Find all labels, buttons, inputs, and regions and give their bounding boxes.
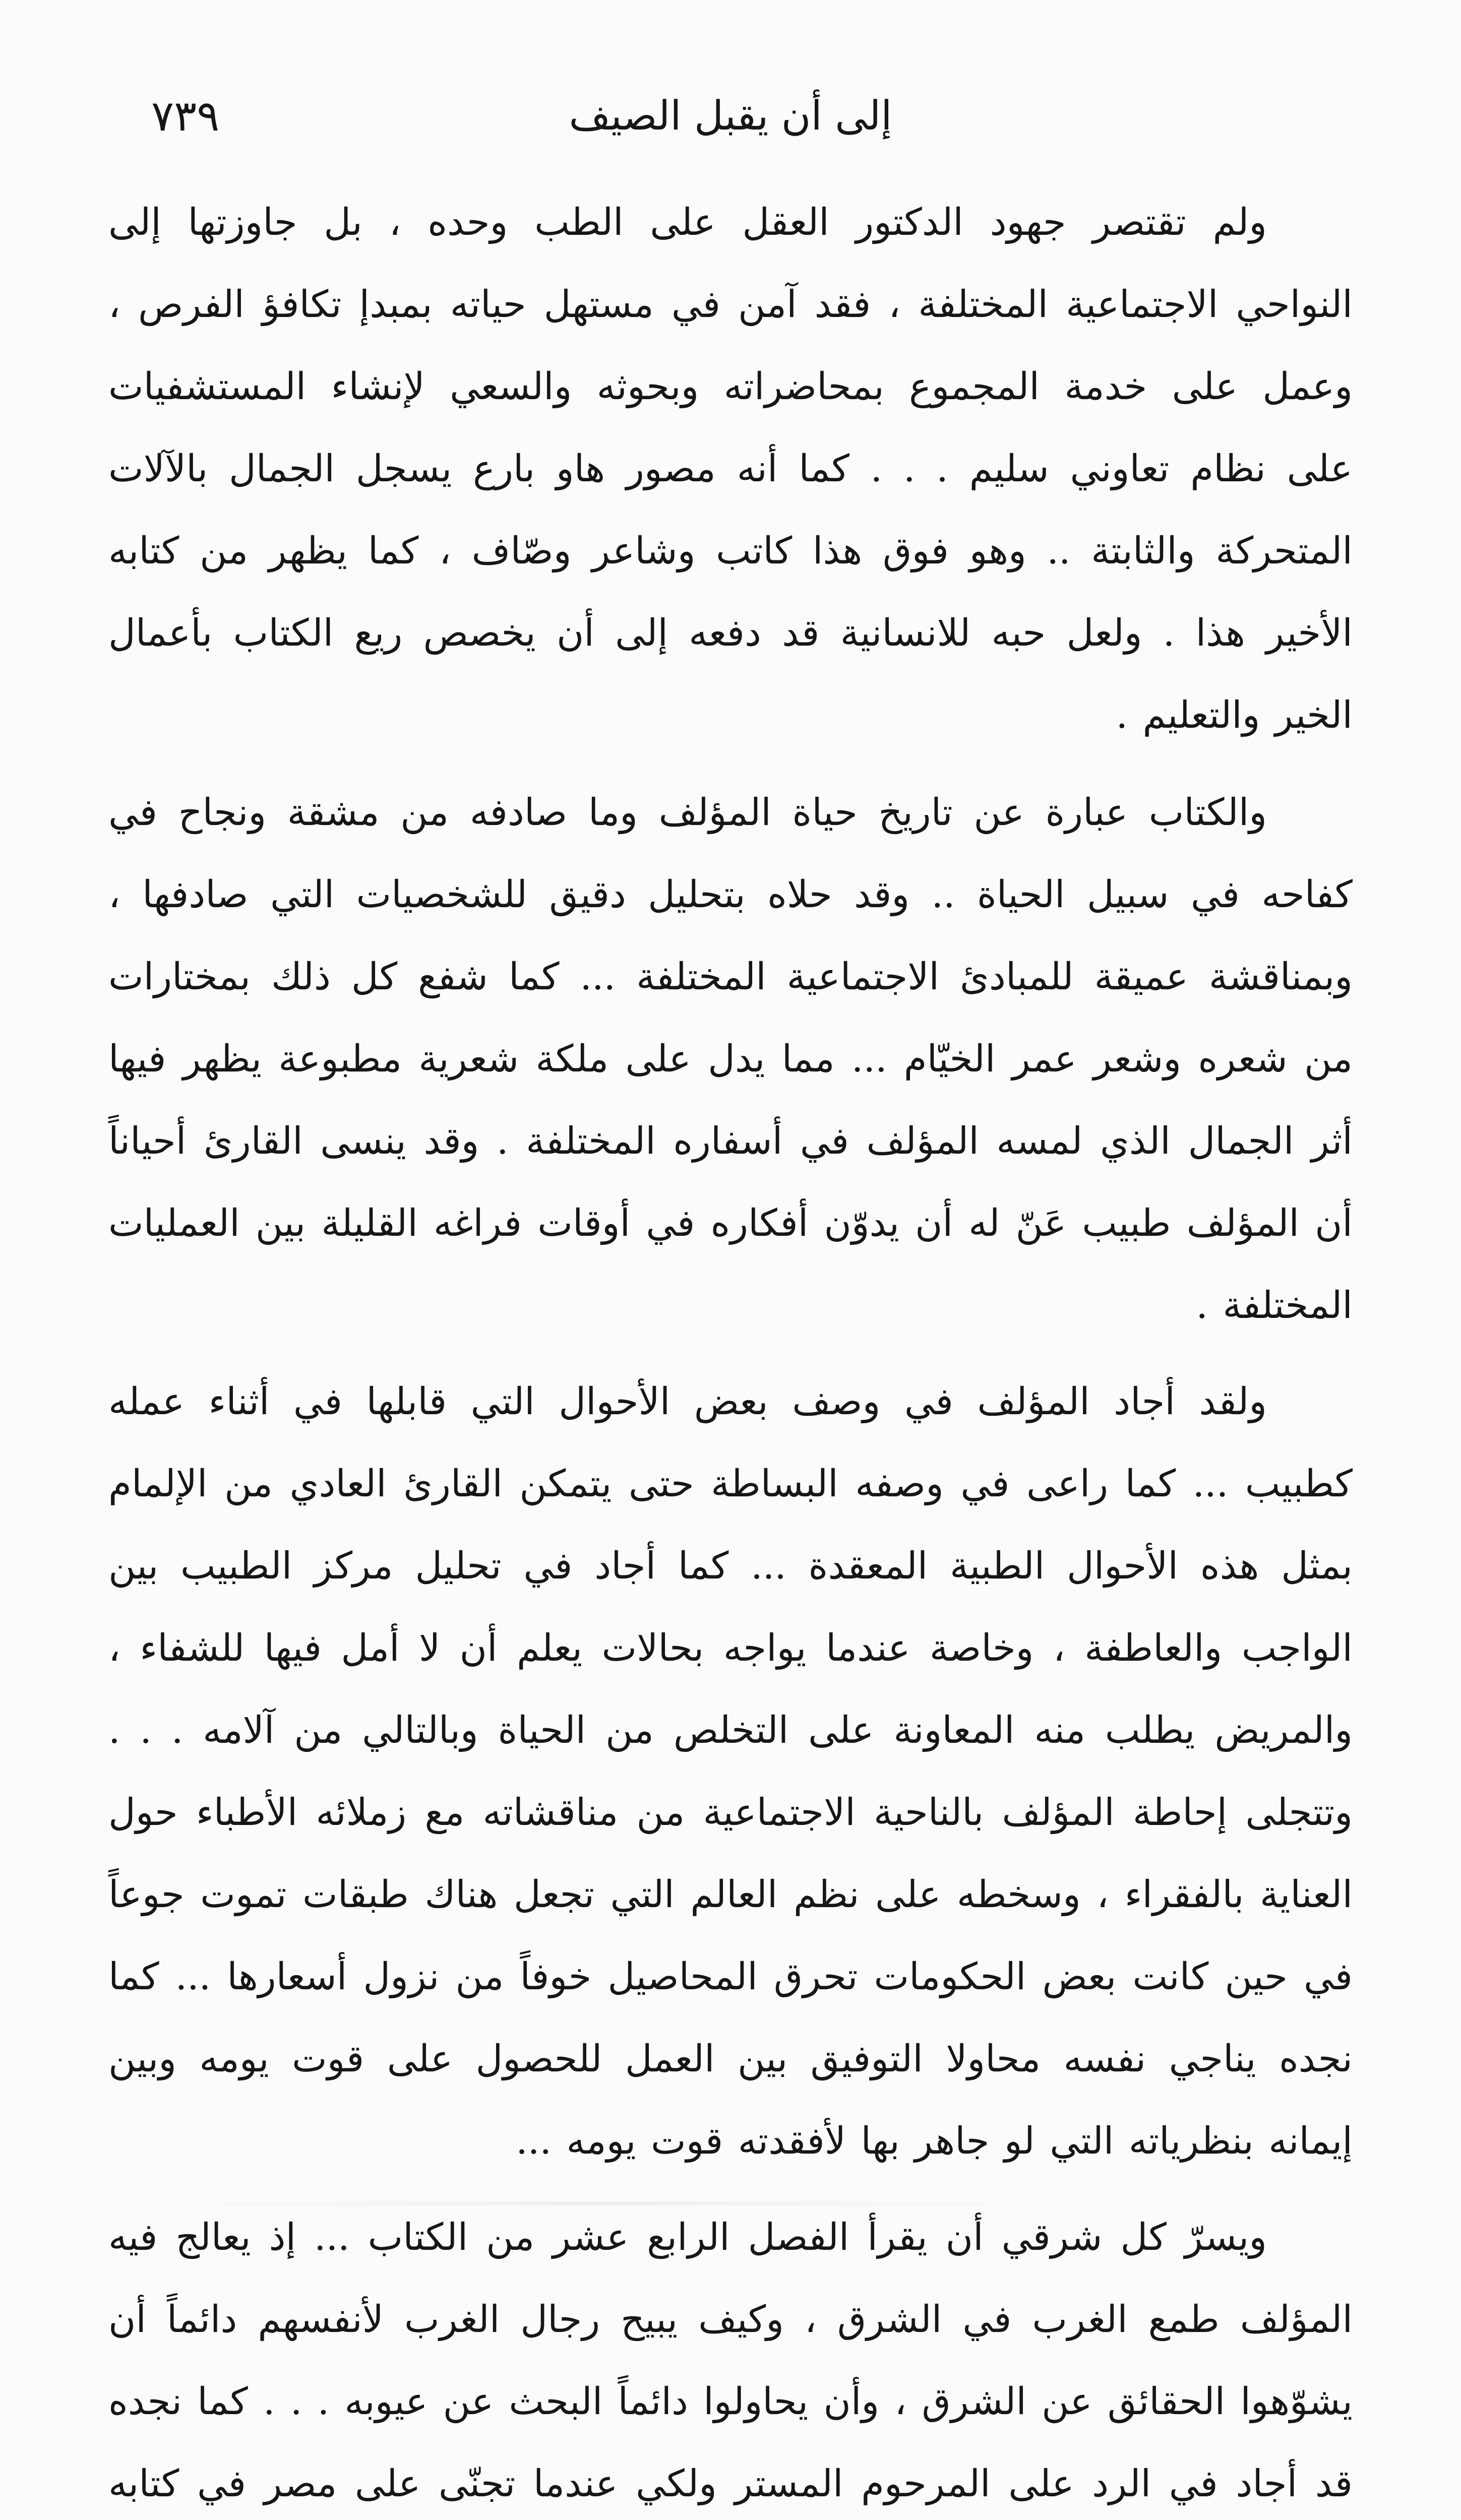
scan-smudge [131,2201,1078,2206]
body-text [108,181,1353,2520]
paragraph: والكتاب عبارة عن تاريخ حياة المؤلف وما صادفه من مشقة ونجاح في كفاحه في سبيل الحياة .. وقد حلاه بتحليل دقيق للشخصيات التي صادفها ، وبمناقشة عميقة للمبادئ الاجتماعية المختلفة ... كما شفع كل ذلك بمختارات من شعره وشعر عمر الخيّام ... مما يدل على ملكة شعرية مطبوعة يظهر فيها أثر الجمال الذي لمسه المؤلف في أسفاره المختلفة . وقد ينسى القارئ أحياناً أن المؤلف طبيب عَنّ له أن يدوّن أفكاره في أوقات فراغه القليلة بين العمليات المختلفة . [108,791,1353,1327]
running-title: إلى أن يقبل الصيف [569,92,892,139]
running-head [116,86,1345,151]
paragraph: ولقد أجاد المؤلف في وصف بعض الأحوال التي قابلها في أثناء عمله كطبيب ... كما راعى في وصفه البساطة حتى يتمكن القارئ العادي من الإلمام بمثل هذه الأحوال الطبية المعقدة ... كما أجاد في تحليل مركز الطبيب بين الواجب والعاطفة ، وخاصة عندما يواجه بحالات يعلم أن لا أمل فيها للشفاء ، والمريض يطلب منه المعاونة على التخلص من الحياة وبالتالي من آلامه . . . وتتجلى إحاطة المؤلف بالناحية الاجتماعية من مناقشاته مع زملائه الأطباء حول العناية بالفقراء ، وسخطه على نظم العالم التي تجعل هناك طبقات تموت جوعاً في حين كانت بعض الحكومات تحرق المحاصيل خوفاً من نزول أسعارها ... كما نجده يناجي نفسه محاولا التوفيق بين العمل للحصول على قوت يومه وبين إيمانه بنظرياته التي لو جاهر بها لأفقدته قوت يومه ... [108,1380,1353,2163]
paragraph: ويسرّ كل شرقي أن يقرأ الفصل الرابع عشر من الكتاب ... إذ يعالج فيه المؤلف طمع الغرب في الشرق ، وكيف يبيح رجال الغرب لأنفسهم دائماً أن يشوّهوا الحقائق عن الشرق ، وأن يحاولوا دائماً البحث عن عيوبه . . . كما نجده قد أجاد في الرد على المرحوم المستر ولكي عندما تجنّى على مصر في كتابه [108,2216,1353,2505]
page-number: ٧٣٩ [151,91,220,141]
paragraph: ولم تقتصر جهود الدكتور العقل على الطب وحده ، بل جاوزتها إلى النواحي الاجتماعية المختلفة ، فقد آمن في مستهل حياته بمبدإ تكافؤ الفرص ، وعمل على خدمة المجموع بمحاضراته وبحوثه والسعي لإنشاء المستشفيات على نظام تعاوني سليم . . . كما أنه مصور هاو بارع يسجل الجمال بالآلات المتحركة والثابتة .. وهو فوق هذا كاتب وشاعر وصّاف ، كما يظهر من كتابه الأخير هذا . ولعل حبه للانسانية قد دفعه إلى أن يخصص ريع الكتاب بأعمال الخير والتعليم . [108,201,1353,737]
